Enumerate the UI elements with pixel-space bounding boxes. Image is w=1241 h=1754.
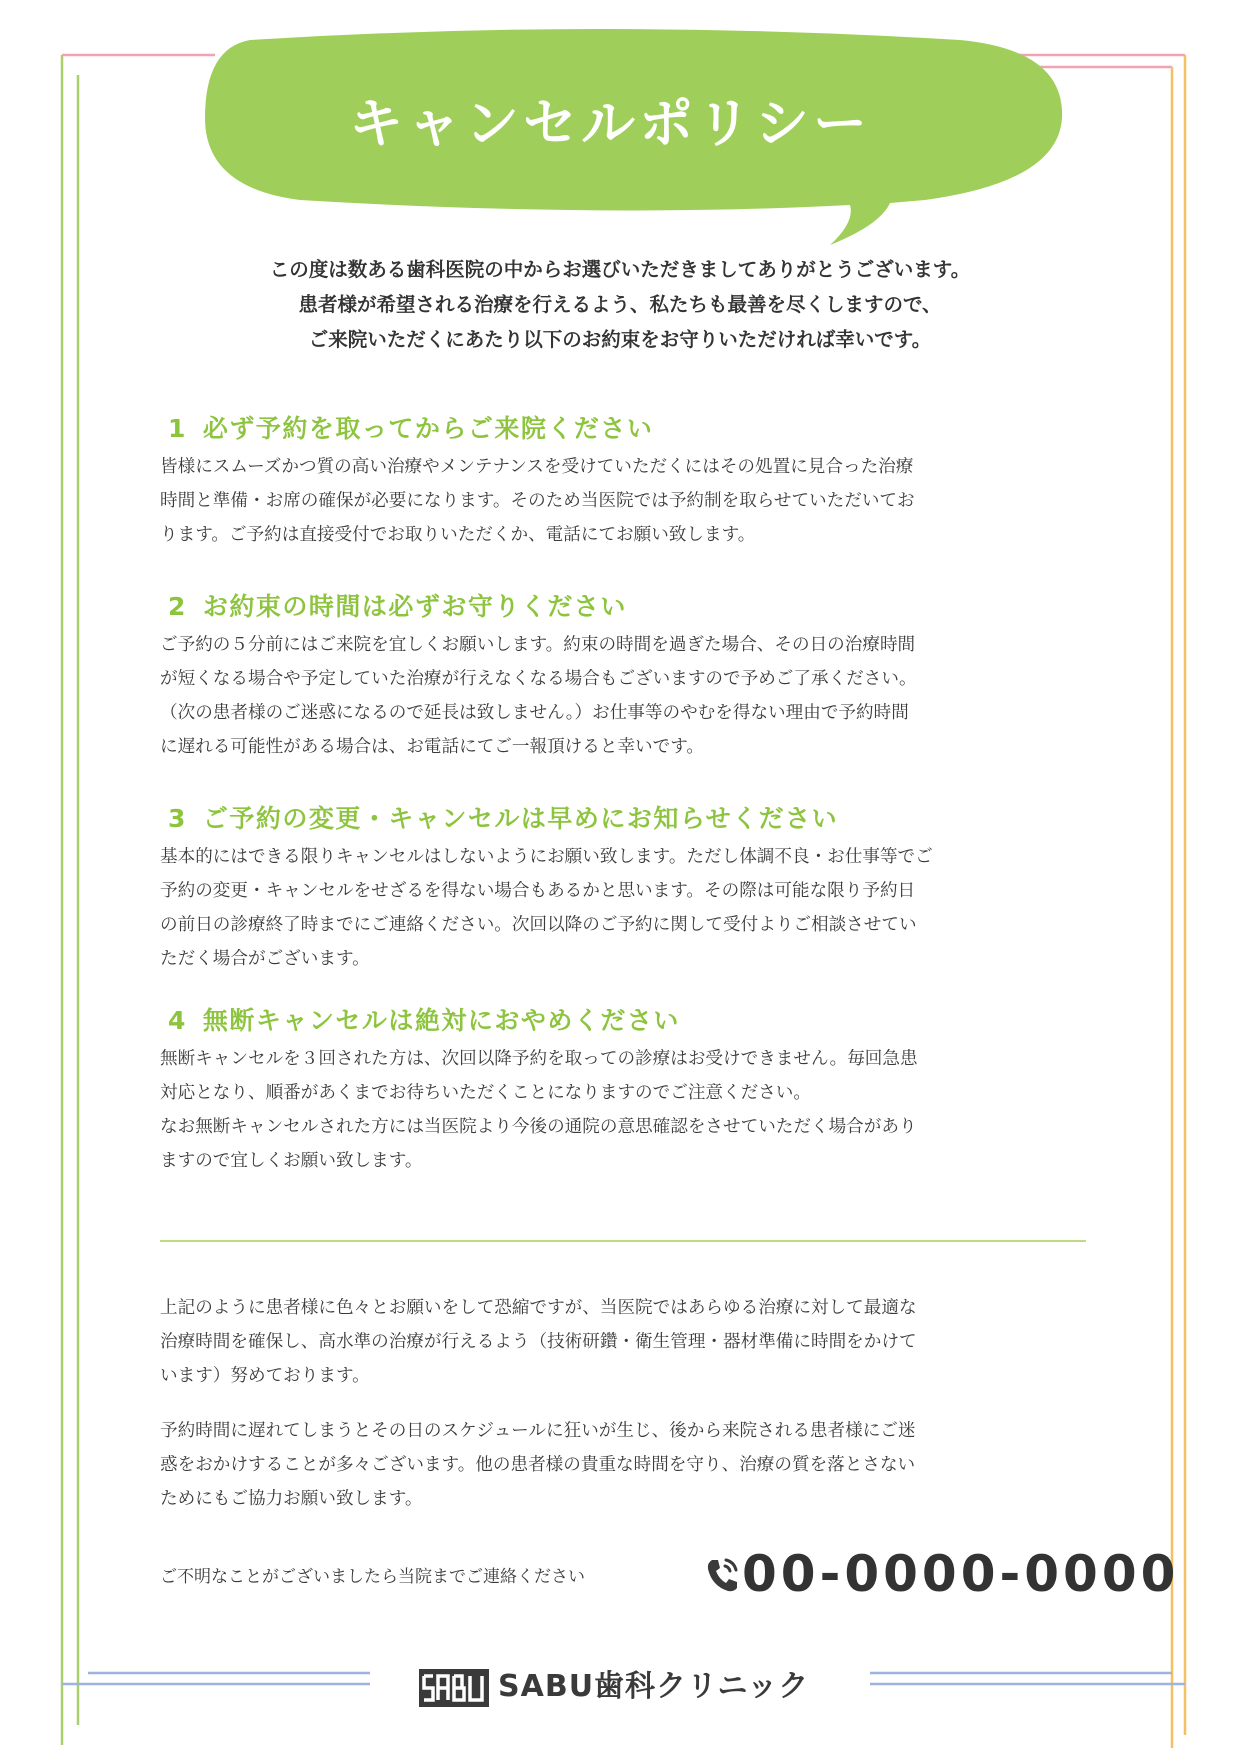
- section-line: が短くなる場合や予定していた治療が行えなくなる場合もございますので予めご了承ください。: [160, 669, 917, 689]
- section-body: [160, 1042, 1090, 1178]
- section-heading: [168, 1003, 1090, 1039]
- section-title: ご予約の変更・キャンセルは早めにお知らせください: [202, 804, 839, 833]
- section-line: ただく場合がございます。: [160, 949, 370, 969]
- policy-section-1: [160, 411, 1090, 552]
- closing-line: 上記のように患者様に色々とお願いをして恐縮ですが、当医院ではあらゆる治療に対して最適な: [160, 1298, 917, 1318]
- section-number: 1: [168, 414, 187, 443]
- section-divider: [160, 1240, 1086, 1242]
- phone-number[interactable]: 00-0000-0000: [742, 1545, 1180, 1603]
- section-line: 基本的にはできる限りキャンセルはしないようにお願い致します。ただし体調不良・お仕事等でご: [160, 847, 933, 867]
- section-line: なお無断キャンセルされた方には当医院より今後の通院の意思確認をさせていただく場合があり: [160, 1117, 917, 1137]
- policy-section-3: [160, 801, 1090, 976]
- closing-line: 予約時間に遅れてしまうとその日のスケジュールに狂いが生じ、後から来院される患者様にご迷: [160, 1421, 916, 1441]
- section-line: 時間と準備・お席の確保が必要になります。そのため当医院では予約制を取らせていただいてお: [160, 491, 915, 511]
- section-title: 無断キャンセルは絶対におやめください: [202, 1006, 680, 1035]
- section-line: （次の患者様のご迷惑になるので延長は致しません。）お仕事等のやむを得ない理由で予約時間: [160, 703, 909, 723]
- section-title: お約束の時間は必ずお守りください: [202, 592, 627, 621]
- closing-line: います）努めております。: [160, 1366, 370, 1386]
- clinic-name: SABU歯科クリニック: [498, 1669, 810, 1704]
- intro-line: この度は数ある歯科医院の中からお選びいただきましてありがとうございます。: [269, 258, 971, 281]
- section-line: 予約の変更・キャンセルをせざるを得ない場合もあるかと思います。その際は可能な限り予約日: [160, 881, 916, 901]
- intro-line: ご来院いただくにあたり以下のお約束をお守りいただければ幸いです。: [308, 328, 932, 351]
- section-line: 皆様にスムーズかつ質の高い治療やメンテナンスを受けていただくにはその処置に見合った治療: [160, 457, 914, 477]
- section-line: 対応となり、順番があくまでお待ちいただくことになりますのでご注意ください。: [160, 1083, 811, 1103]
- page-title: キャンセルポリシー: [349, 92, 871, 155]
- phone-icon: [700, 1552, 744, 1596]
- section-body: [160, 840, 1090, 976]
- intro-line: 患者様が希望される治療を行えるよう、私たちも最善を尽くしますので、: [298, 293, 942, 316]
- section-heading: [168, 589, 1090, 625]
- section-number: 2: [168, 592, 187, 621]
- section-line: ご予約の５分前にはご来院を宜しくお願いします。約束の時間を過ぎた場合、その日の治療時間: [160, 635, 916, 655]
- section-body: [160, 450, 1090, 552]
- closing-paragraph-2: [160, 1414, 1090, 1516]
- closing-line: ためにもご協力お願い致します。: [160, 1489, 423, 1509]
- policy-section-4: [160, 1003, 1090, 1178]
- section-number: 4: [168, 1006, 187, 1035]
- contact-text: ご不明なことがございましたら当院までご連絡ください: [160, 1567, 585, 1587]
- section-body: [160, 628, 1090, 764]
- section-heading: [168, 411, 1090, 447]
- section-line: ります。ご予約は直接受付でお取りいただくか、電話にてお願い致します。: [160, 525, 756, 545]
- intro-text: [120, 252, 1120, 357]
- section-line: ますので宜しくお願い致します。: [160, 1151, 423, 1171]
- closing-line: 治療時間を確保し、高水準の治療が行えるよう（技術研鑽・衛生管理・器材準備に時間をかけて: [160, 1332, 917, 1352]
- closing-line: 惑をおかけすることが多々ございます。他の患者様の貴重な時間を守り、治療の質を落とさない: [160, 1455, 916, 1475]
- policy-section-2: [160, 589, 1090, 764]
- clinic-logo-mark: [418, 1668, 490, 1708]
- section-line: の前日の診療終了時までにご連絡ください。次回以降のご予約に関して受付よりご相談させてい: [160, 915, 917, 935]
- section-line: に遅れる可能性がある場合は、お電話にてご一報頂けると幸いです。: [160, 737, 705, 757]
- section-heading: [168, 801, 1090, 837]
- section-title: 必ず予約を取ってからご来院ください: [202, 414, 654, 443]
- section-number: 3: [168, 804, 187, 833]
- closing-paragraph-1: [160, 1291, 1090, 1393]
- section-line: 無断キャンセルを３回された方は、次回以降予約を取っての診療はお受けできません。毎回急患: [160, 1049, 918, 1069]
